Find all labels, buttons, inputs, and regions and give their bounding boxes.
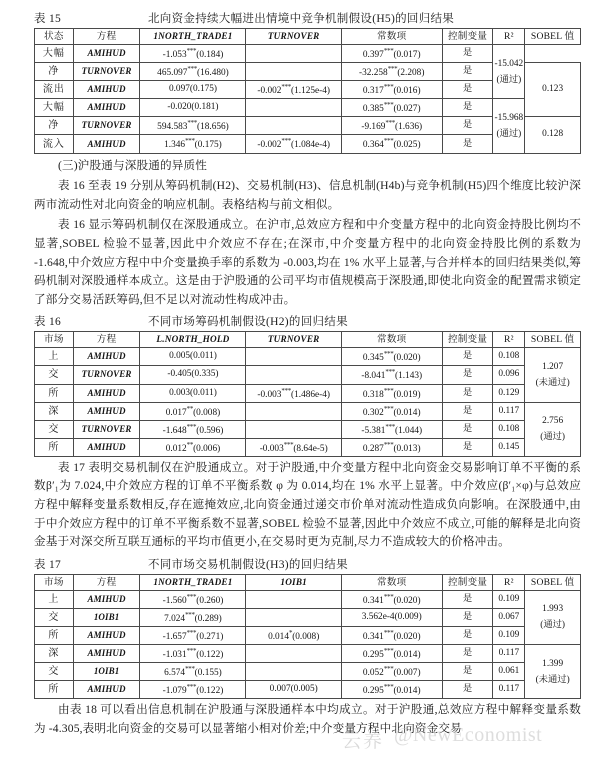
constant-cell: 3.562e-4(0.009) [341, 608, 442, 626]
coefficient-cell-mediator [246, 645, 341, 663]
equation-cell: AMIHUD [73, 384, 140, 402]
coefficient-cell-mediator [246, 117, 341, 135]
constant-cell: 0.397***(0.017) [341, 45, 442, 63]
coefficient-cell-primary: 0.003(0.011) [140, 384, 246, 402]
equation-cell: AMIHUD [73, 348, 140, 366]
r-squared-cell: 0.108 [493, 420, 525, 438]
coefficient-cell-primary: -1.648***(0.596) [140, 420, 246, 438]
coefficient-cell-primary: 465.097***(16.480) [140, 63, 246, 81]
column-header-1: 方程 [73, 29, 140, 45]
control-variable-cell: 是 [442, 366, 493, 384]
coefficient-cell-primary: -1.031***(0.122) [140, 645, 246, 663]
coefficient-cell-mediator [246, 420, 341, 438]
coefficient-cell-mediator [246, 366, 341, 384]
column-header-2: L.NORTH_HOLD [140, 332, 246, 348]
column-header-7: SOBEL 值 [525, 574, 581, 590]
constant-cell: -32.258***(2.208) [341, 63, 442, 81]
sobel-value-cell [525, 590, 581, 644]
table15 [34, 28, 581, 154]
column-header-0: 市场 [35, 332, 74, 348]
group-label-cell: 交 [35, 366, 74, 384]
coefficient-cell-mediator [246, 663, 341, 681]
constant-cell: -5.381***(1.044) [341, 420, 442, 438]
coefficient-cell-mediator: -0.003***(1.486e-4) [246, 384, 341, 402]
section-heading: (三)沪股通与深股通的异质性 [58, 158, 207, 172]
table-row [35, 438, 581, 456]
table-row [35, 627, 581, 645]
paragraph-1: 表 16 至表 19 分别从筹码机制(H2)、交易机制(H3)、信息机制(H4b)与竞争机制(H5)四个维度比较沪深两市流动性对北向资金的响应机制。表格结构与前文相似。 [34, 179, 581, 211]
table-row [35, 45, 581, 63]
equation-cell: 1OIB1 [73, 608, 140, 626]
coefficient-cell-primary: 0.097(0.175) [140, 81, 246, 99]
table17-title: 不同市场交易机制假设(H3)的回归结果 [148, 558, 348, 571]
column-header-3: 1OIB1 [246, 574, 341, 590]
constant-cell: 0.287***(0.013) [341, 438, 442, 456]
control-variable-cell: 是 [442, 645, 493, 663]
table15-head [35, 29, 581, 45]
coefficient-cell-primary: 6.574***(0.155) [140, 663, 246, 681]
group-label-cell: 所 [35, 384, 74, 402]
sobel-note: (未通过) [535, 674, 570, 685]
control-variable-cell: 是 [442, 81, 493, 99]
sobel-value-cell [525, 645, 581, 699]
equation-cell: AMIHUD [73, 45, 140, 63]
constant-cell: 0.295***(0.014) [341, 681, 442, 699]
paragraph-3: 表 17 表明交易机制仅在沪股通成立。对于沪股通,中介变量方程中北向资金交易影响订单不平衡的系数β′₁为 7.024,中介效应方程的订单不平衡系数 φ 为 0.014,均在 1% 水平上显著。中介效应(β′₁×φ)与总效应方程中解释变量系数相反,存在遮掩效应,北向资金通过递交市价单对流动性造成负向影响。在深股通中,由于中介效应方程中的订单不平衡系数不显著,SOBEL 检验不显著,因此中介效应不成立,可能的解释是北向资金基于对深交所互联互通标的平均市值更小,在交易时更为克制,尽力不造成较大的价格冲击。 [34, 460, 581, 549]
sobel-note: (通过) [540, 620, 566, 631]
group-label-cell: 交 [35, 608, 74, 626]
table15-title: 北向资金持续大幅进出情境中竞争机制假设(H5)的回归结果 [148, 13, 455, 25]
equation-cell: 1OIB1 [73, 663, 140, 681]
sobel-stat: 2.756 [542, 416, 564, 427]
column-header-3: TURNOVER [246, 332, 341, 348]
r-squared-cell: 0.061 [493, 663, 525, 681]
group-label-cell: 大幅 [35, 45, 74, 63]
column-header-3: TURNOVER [246, 29, 341, 45]
control-variable-cell: 是 [442, 438, 493, 456]
r-squared-cell: 0.117 [493, 681, 525, 699]
r-squared-cell: 0.117 [493, 645, 525, 663]
sobel-stat: -15.042 [494, 58, 524, 69]
equation-cell: AMIHUD [73, 402, 140, 420]
equation-cell: AMIHUD [73, 645, 140, 663]
equation-cell: TURNOVER [73, 420, 140, 438]
table-header-row [35, 332, 581, 348]
table16 [34, 331, 581, 457]
equation-cell: AMIHUD [73, 681, 140, 699]
sobel-value-cell [525, 402, 581, 456]
control-variable-cell: 是 [442, 402, 493, 420]
coefficient-cell-mediator: 0.007(0.005) [246, 681, 341, 699]
table16-head [35, 332, 581, 348]
table-row [35, 663, 581, 681]
group-label-cell: 深 [35, 402, 74, 420]
coefficient-cell-mediator: -0.003***(8.64e-5) [246, 438, 341, 456]
paragraph-4: 由表 18 可以看出信息机制在沪股通与深股通样本中均成立。对于沪股通,总效应方程中解释变量系数为 -4.305,表明北向资金的交易可以显著缩小相对价差;中介变量方程中北向资金交易 [34, 703, 581, 735]
column-header-5: 控制变量 [442, 574, 493, 590]
table-row [35, 608, 581, 626]
table-row [35, 420, 581, 438]
control-variable-cell: 是 [442, 663, 493, 681]
constant-cell: 0.295***(0.014) [341, 645, 442, 663]
column-header-5: 控制变量 [442, 332, 493, 348]
equation-cell: AMIHUD [73, 99, 140, 117]
table-row [35, 99, 581, 117]
coefficient-cell-primary: 0.005(0.011) [140, 348, 246, 366]
group-label-cell: 交 [35, 420, 74, 438]
control-variable-cell: 是 [442, 45, 493, 63]
r-squared-cell: 0.109 [493, 627, 525, 645]
constant-cell: 0.052***(0.007) [341, 663, 442, 681]
table-header-row [35, 29, 581, 45]
table16-caption [34, 313, 581, 328]
coefficient-cell-primary: -1.560***(0.260) [140, 590, 246, 608]
sobel-note: (通过) [540, 432, 566, 443]
column-header-0: 市场 [35, 574, 74, 590]
equation-cell: TURNOVER [73, 63, 140, 81]
control-variable-cell: 是 [442, 348, 493, 366]
coefficient-cell-primary: 594.583***(18.656) [140, 117, 246, 135]
r-squared-cell: 0.129 [493, 384, 525, 402]
table17-number: 表 17 [34, 558, 62, 571]
sobel-stat: 1.207 [542, 361, 564, 372]
sobel-stat: 1.993 [542, 604, 564, 615]
table17-body [35, 590, 581, 699]
coefficient-cell-primary: 7.024***(0.289) [140, 608, 246, 626]
constant-cell: 0.364***(0.025) [341, 135, 442, 153]
control-variable-cell: 是 [442, 117, 493, 135]
column-header-1: 方程 [73, 574, 140, 590]
table17-caption [34, 556, 581, 571]
constant-cell: 0.385***(0.027) [341, 99, 442, 117]
control-variable-cell: 是 [442, 590, 493, 608]
control-variable-cell: 是 [442, 608, 493, 626]
table17-head [35, 574, 581, 590]
constant-cell: 0.302***(0.014) [341, 402, 442, 420]
watermark-cn-text: 云养 [342, 731, 385, 752]
group-label-cell: 交 [35, 663, 74, 681]
table-row [35, 348, 581, 366]
constant-cell: 0.317***(0.016) [341, 81, 442, 99]
table-row [35, 590, 581, 608]
equation-cell: AMIHUD [73, 81, 140, 99]
group-label-cell: 净 [35, 117, 74, 135]
coefficient-cell-primary: -0.405(0.335) [140, 366, 246, 384]
table16-title: 不同市场筹码机制假设(H2)的回归结果 [148, 316, 348, 329]
coefficient-cell-primary: -1.079***(0.122) [140, 681, 246, 699]
constant-cell: 0.318***(0.019) [341, 384, 442, 402]
equation-cell: AMIHUD [73, 438, 140, 456]
coefficient-cell-mediator: -0.002***(1.084e-4) [246, 135, 341, 153]
table15-body [35, 45, 581, 154]
sobel-value-cell [493, 45, 525, 99]
constant-cell: 0.345***(0.020) [341, 348, 442, 366]
watermark-en-text: @NewEconomist [394, 724, 543, 746]
group-label-cell: 所 [35, 438, 74, 456]
column-header-5: 控制变量 [442, 29, 493, 45]
control-variable-cell: 是 [442, 681, 493, 699]
r-squared-cell: 0.067 [493, 608, 525, 626]
column-header-6: R² [493, 574, 525, 590]
table16-number: 表 16 [34, 316, 62, 329]
column-header-0: 状态 [35, 29, 74, 45]
equation-cell: TURNOVER [73, 117, 140, 135]
sobel-value-cell [525, 348, 581, 402]
table-header-row [35, 574, 581, 590]
sobel-note: (通过) [496, 74, 522, 85]
column-header-4: 常数项 [341, 29, 442, 45]
column-header-2: 1NORTH_TRADE1 [140, 29, 246, 45]
equation-cell: AMIHUD [73, 627, 140, 645]
coefficient-cell-primary: -1.053***(0.184) [140, 45, 246, 63]
coefficient-cell-primary: 0.012**(0.006) [140, 438, 246, 456]
column-header-6: R² [493, 29, 525, 45]
r-squared-cell: 0.109 [493, 590, 525, 608]
group-label-cell: 上 [35, 348, 74, 366]
constant-cell: 0.341***(0.020) [341, 590, 442, 608]
coefficient-cell-primary: 1.346***(0.175) [140, 135, 246, 153]
coefficient-cell-primary: -1.657***(0.271) [140, 627, 246, 645]
coefficient-cell-mediator [246, 590, 341, 608]
table-row [35, 402, 581, 420]
table-row [35, 645, 581, 663]
paragraph-2: 表 16 显示筹码机制仅在深股通成立。在沪市,总效应方程和中介变量方程中的北向资金持股比例均不显著,SOBEL 检验不显著,因此中介效应不存在;在深市,中介变量方程中的北向资金持股比例的系数为 -1.648,中介效应方程中中介变量换手率的系数为 -0.003,均在 1% 水平上显著,与合并样本的回归结果类似,筹码机制对深股通样本成立。这是由于沪股通的公司平均市值规模高于深股通,即使北向资金的配置需求锁定了部分交易活跃筹码,但不足以对流动性构成冲击。 [34, 218, 581, 306]
coefficient-cell-mediator [246, 45, 341, 63]
column-header-4: 常数项 [341, 332, 442, 348]
column-header-1: 方程 [73, 332, 140, 348]
control-variable-cell: 是 [442, 63, 493, 81]
table17 [34, 574, 581, 700]
coefficient-cell-mediator [246, 99, 341, 117]
group-label-cell: 净 [35, 63, 74, 81]
group-label-cell: 大幅 [35, 99, 74, 117]
equation-cell: AMIHUD [73, 590, 140, 608]
column-header-7: SOBEL 值 [525, 29, 581, 45]
group-label-cell: 深 [35, 645, 74, 663]
coefficient-cell-mediator [246, 402, 341, 420]
control-variable-cell: 是 [442, 384, 493, 402]
control-variable-cell: 是 [442, 420, 493, 438]
r-squared-cell: 0.123 [525, 63, 581, 117]
sobel-note: (通过) [496, 128, 522, 139]
group-label-cell: 上 [35, 590, 74, 608]
sobel-value-cell [493, 99, 525, 153]
control-variable-cell: 是 [442, 135, 493, 153]
group-label-cell: 所 [35, 681, 74, 699]
table-row [35, 384, 581, 402]
equation-cell: TURNOVER [73, 366, 140, 384]
constant-cell: -8.041***(1.143) [341, 366, 442, 384]
constant-cell: 0.341***(0.020) [341, 627, 442, 645]
sobel-stat: 1.399 [542, 658, 564, 669]
r-squared-cell: 0.096 [493, 366, 525, 384]
r-squared-cell: 0.117 [493, 402, 525, 420]
control-variable-cell: 是 [442, 99, 493, 117]
group-label-cell: 所 [35, 627, 74, 645]
column-header-6: R² [493, 332, 525, 348]
column-header-7: SOBEL 值 [525, 332, 581, 348]
table15-number: 表 15 [34, 13, 62, 25]
coefficient-cell-mediator [246, 63, 341, 81]
sobel-stat: -15.968 [494, 112, 524, 123]
column-header-4: 常数项 [341, 574, 442, 590]
coefficient-cell-mediator [246, 608, 341, 626]
equation-cell: AMIHUD [73, 135, 140, 153]
table16-body [35, 348, 581, 457]
coefficient-cell-primary: -0.020(0.181) [140, 99, 246, 117]
control-variable-cell: 是 [442, 627, 493, 645]
constant-cell: -9.169***(1.636) [341, 117, 442, 135]
group-label-cell: 流入 [35, 135, 74, 153]
r-squared-cell: 0.128 [525, 117, 581, 153]
table-row [35, 366, 581, 384]
coefficient-cell-mediator: 0.014*(0.008) [246, 627, 341, 645]
r-squared-cell: 0.145 [493, 438, 525, 456]
coefficient-cell-mediator [246, 348, 341, 366]
column-header-2: 1NORTH_TRADE1 [140, 574, 246, 590]
coefficient-cell-primary: 0.017**(0.008) [140, 402, 246, 420]
coefficient-cell-mediator: -0.002***(1.125e-4) [246, 81, 341, 99]
group-label-cell: 流出 [35, 81, 74, 99]
table-row [35, 681, 581, 699]
r-squared-cell: 0.108 [493, 348, 525, 366]
sobel-note: (未通过) [535, 377, 570, 388]
table15-caption [34, 10, 581, 25]
